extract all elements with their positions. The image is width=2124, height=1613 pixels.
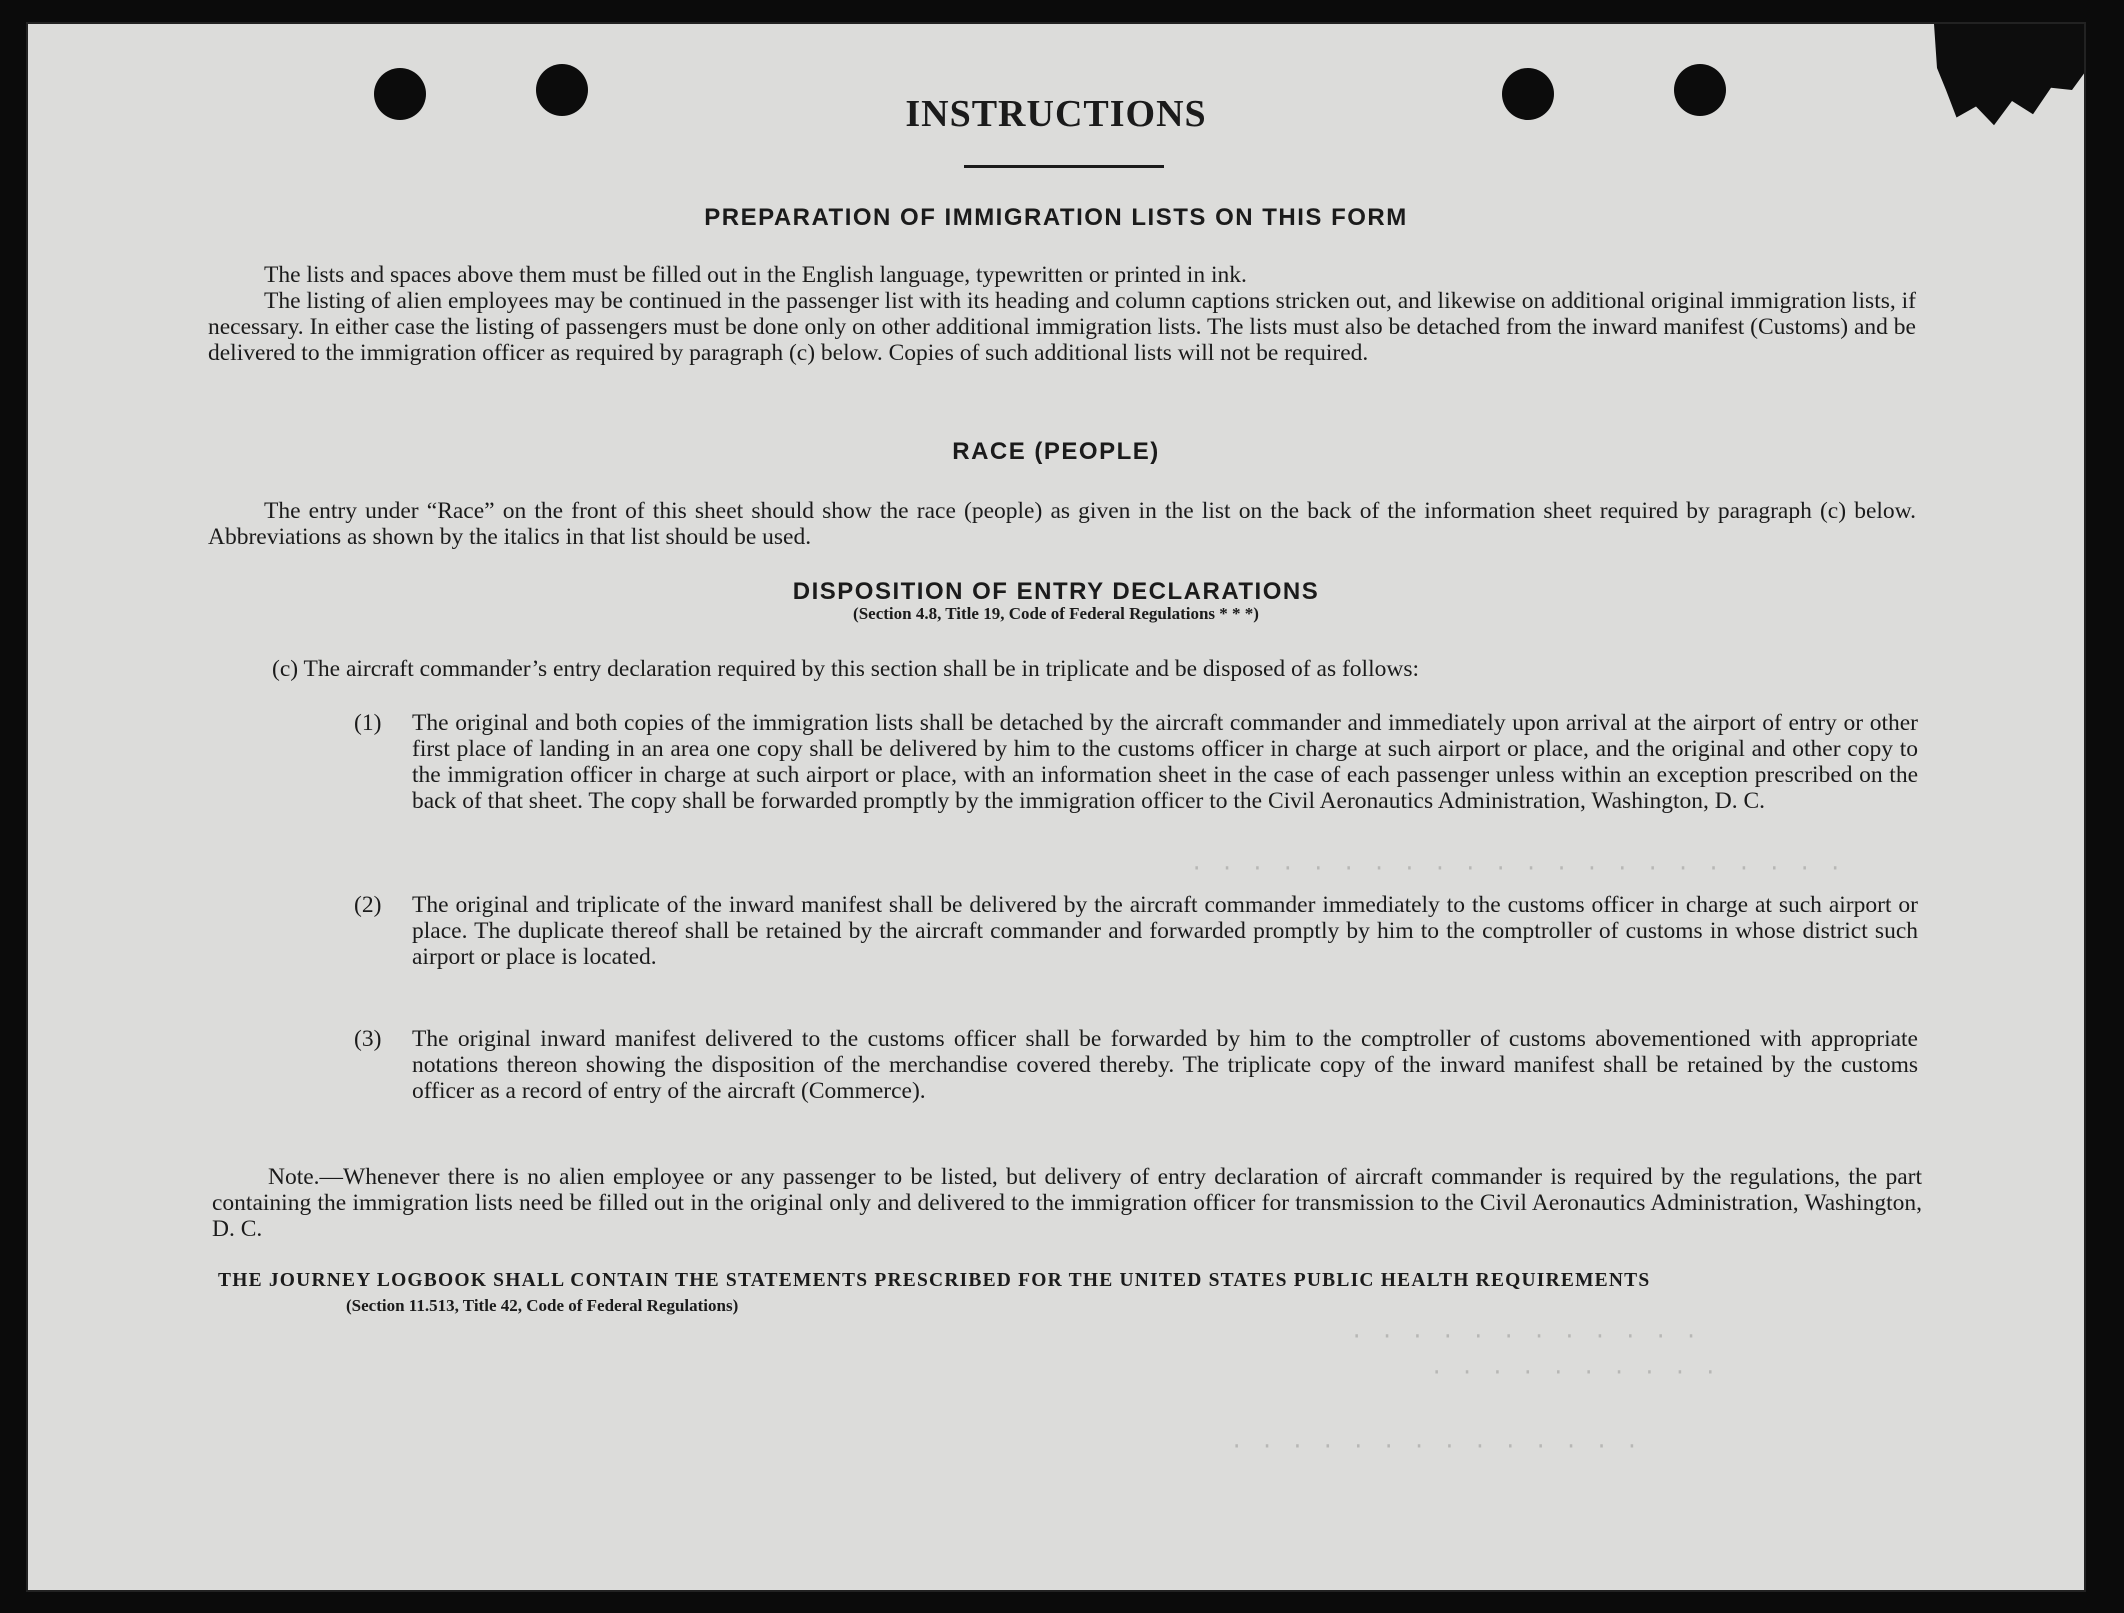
show-through-row: · · · · · · · · · · · · (1348, 1324, 1698, 1349)
item-label: (1) (354, 710, 382, 736)
disposition-item-2 (354, 892, 1918, 970)
item-text: The original and triplicate of the inward manifest shall be delivered by the aircraft commander immediately to the customs officer in charge at such airport or place. The duplicate thereof shall be retained by the aircraft commander and forwarded promptly by him to the comptroller of customs in whose district such airport or place is located. (412, 892, 1918, 970)
page-title: INSTRUCTIONS (905, 93, 1207, 135)
disposition-item-3 (354, 1026, 1918, 1104)
show-through-row: · · · · · · · · · · (1428, 1360, 1717, 1385)
logbook-citation: (Section 11.513, Title 42, Code of Federal Regulations) (346, 1296, 739, 1315)
document-sheet (26, 22, 2086, 1592)
note-paragraph: Note.—Whenever there is no alien employee or any passenger to be listed, but delivery of entry declaration of aircraft commander is required by the regulations, the part containing the immigration lists need be filled out in the original only and delivered to the immigration officer for transmission to the Civil Aeronautics Administration, Washington, D. C. (212, 1164, 1922, 1242)
item-label: (2) (354, 892, 382, 918)
heading-race: RACE (PEOPLE) (952, 438, 1160, 465)
heading-disposition: DISPOSITION OF ENTRY DECLARATIONS (792, 578, 1320, 605)
show-through-row: · · · · · · · · · · · · · · · · · · · · · · (1188, 856, 1842, 881)
note-text (212, 1164, 1922, 1242)
race-text (208, 498, 1916, 550)
preparation-text (208, 262, 1916, 366)
preparation-paragraph-2: The listing of alien employees may be continued in the passenger list with its heading and column captions stricken out, and likewise on additional original immigration lists, if necessary. In either case the listing of passengers must be done only on other additional immigration lists. The lists must also be detached from the inward manifest (Customs) and be delivered to the immigration officer as required by paragraph (c) below. Copies of such additional lists will not be required. (208, 288, 1916, 366)
preparation-paragraph-1: The lists and spaces above them must be filled out in the English language, typewritten or printed in ink. (264, 262, 1247, 288)
heading-preparation: PREPARATION OF IMMIGRATION LISTS ON THIS FORM (704, 204, 1408, 231)
show-through-row: · · · · · · · · · · · · · · (1228, 1434, 1639, 1459)
title-rule (964, 165, 1164, 168)
logbook-statement: THE JOURNEY LOGBOOK SHALL CONTAIN THE STATEMENTS PRESCRIBED FOR THE UNITED STATES PUBLIC HEALTH REQUIREMENTS (218, 1270, 1651, 1291)
disposition-citation: (Section 4.8, Title 19, Code of Federal Regulations * * *) (853, 604, 1259, 623)
item-text: The original and both copies of the immigration lists shall be detached by the aircraft commander and immediately upon arrival at the airport of entry or other first place of landing in an area one copy shall be delivered by him to the customs officer in charge at such airport or place, and the original and other copy to the immigration officer in charge at such airport or place, with an information sheet in the case of each passenger unless within an exception prescribed on the back of that sheet. The copy shall be forwarded promptly by the immigration officer to the Civil Aeronautics Administration, Washington, D. C. (412, 710, 1918, 814)
item-text: The original inward manifest delivered to the customs officer shall be forwarded by him to the comptroller of customs abovementioned with appropriate notations thereon showing the disposition of the merchandise covered thereby. The triplicate copy of the inward manifest shall be retained by the customs officer as a record of entry of the aircraft (Commerce). (412, 1026, 1918, 1104)
item-label: (3) (354, 1026, 382, 1052)
disposition-item-1 (354, 710, 1918, 814)
race-paragraph: The entry under “Race” on the front of this sheet should show the race (people) as given in the list on the back of the information sheet required by paragraph (c) below. Abbreviations as shown by the italics in that list should be used. (208, 498, 1916, 550)
disposition-intro: (c) The aircraft commander’s entry declaration required by this section shall be in triplicate and be disposed of as follows: (272, 656, 1419, 682)
